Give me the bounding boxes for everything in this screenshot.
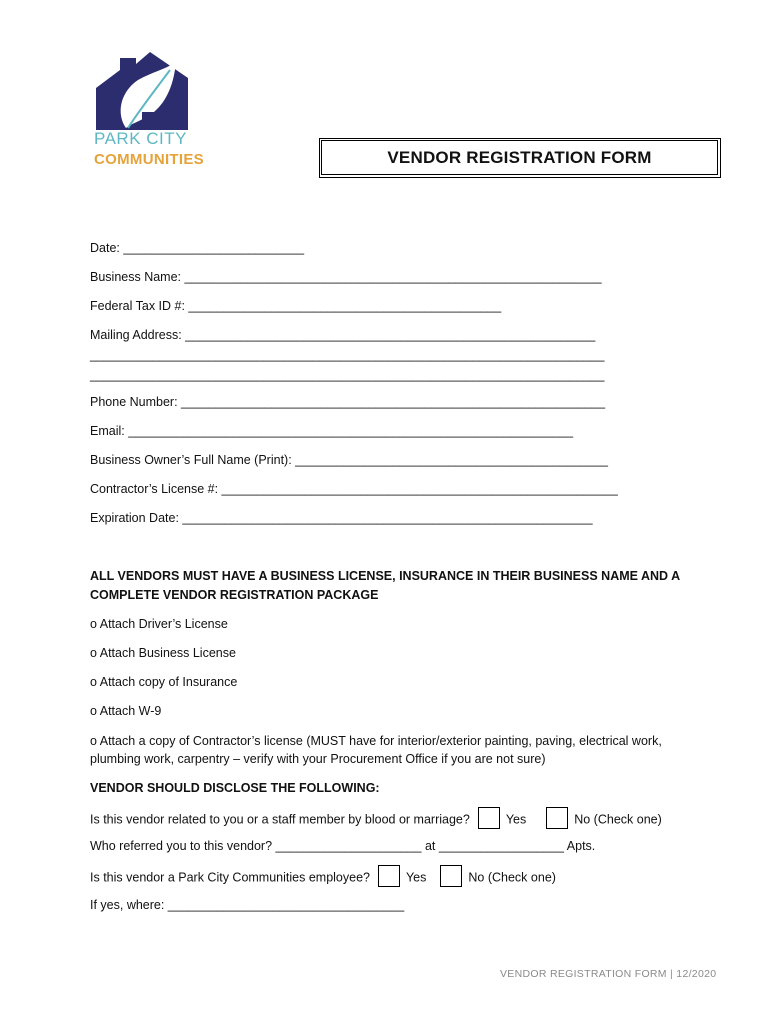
phone-number-field[interactable]: Phone Number: _____________________________________________________________ [90, 395, 606, 409]
date-field[interactable]: Date: __________________________ [90, 241, 305, 255]
employee-no-label: No (Check one) [468, 870, 556, 885]
employee-question: Is this vendor a Park City Communities employee? [90, 870, 370, 885]
logo-text-communities: COMMUNITIES [94, 151, 204, 168]
attach-drivers-license: o Attach Driver’s License [90, 617, 228, 631]
email-field[interactable]: Email: ________________________________________________________________ [90, 424, 574, 438]
related-no-label: No (Check one) [574, 812, 662, 827]
attach-w9: o Attach W-9 [90, 704, 162, 718]
employee-no-checkbox[interactable] [440, 865, 462, 887]
attach-insurance: o Attach copy of Insurance [90, 675, 238, 689]
if-yes-where-field[interactable]: If yes, where: __________________________________ [90, 898, 405, 912]
related-question-row [90, 809, 662, 831]
requirements-line-1: ALL VENDORS MUST HAVE A BUSINESS LICENSE, INSURANCE IN THEIR BUSINESS NAME AND A [90, 569, 681, 583]
mailing-address-line-3[interactable]: __________________________________________________________________________ [90, 368, 605, 382]
attach-business-license: o Attach Business License [90, 646, 236, 660]
employee-yes-checkbox[interactable] [378, 865, 400, 887]
form-title: VENDOR REGISTRATION FORM [387, 147, 652, 167]
employee-question-row [90, 867, 556, 889]
owner-name-field[interactable]: Business Owner’s Full Name (Print): _____________________________________________ [90, 453, 608, 467]
business-name-field[interactable]: Business Name: ____________________________________________________________ [90, 270, 602, 284]
related-yes-label: Yes [505, 812, 527, 827]
attach-contractor-license: o Attach a copy of Contractor’s license (MUST have for interior/exterior painting, paving, electrical work, [90, 734, 662, 748]
logo-text-park-city: PARK CITY [94, 129, 187, 148]
form-title-box [319, 138, 721, 178]
federal-tax-id-field[interactable]: Federal Tax ID #: _____________________________________________ [90, 299, 502, 313]
requirements-line-2: COMPLETE VENDOR REGISTRATION PACKAGE [90, 588, 379, 602]
related-no-checkbox[interactable] [546, 807, 568, 829]
contractor-license-field[interactable]: Contractor’s License #: _________________________________________________________ [90, 482, 618, 496]
mailing-address-line-2[interactable]: __________________________________________________________________________ [90, 348, 605, 362]
disclose-heading: VENDOR SHOULD DISCLOSE THE FOLLOWING: [90, 781, 380, 795]
related-yes-checkbox[interactable] [478, 807, 500, 829]
expiration-date-field[interactable]: Expiration Date: ___________________________________________________________ [90, 511, 593, 525]
employee-yes-label: Yes [405, 870, 427, 885]
mailing-address-field[interactable]: Mailing Address: ___________________________________________________________ [90, 328, 596, 342]
page-footer: VENDOR REGISTRATION FORM | 12/2020 [500, 968, 717, 980]
related-question: Is this vendor related to you or a staff member by blood or marriage? [90, 812, 470, 827]
referred-field[interactable]: Who referred you to this vendor? _____________________ at __________________ Apts. [90, 839, 596, 853]
attach-contractor-license-cont: plumbing work, carpentry – verify with your Procurement Office if you are not sure) [90, 752, 546, 766]
